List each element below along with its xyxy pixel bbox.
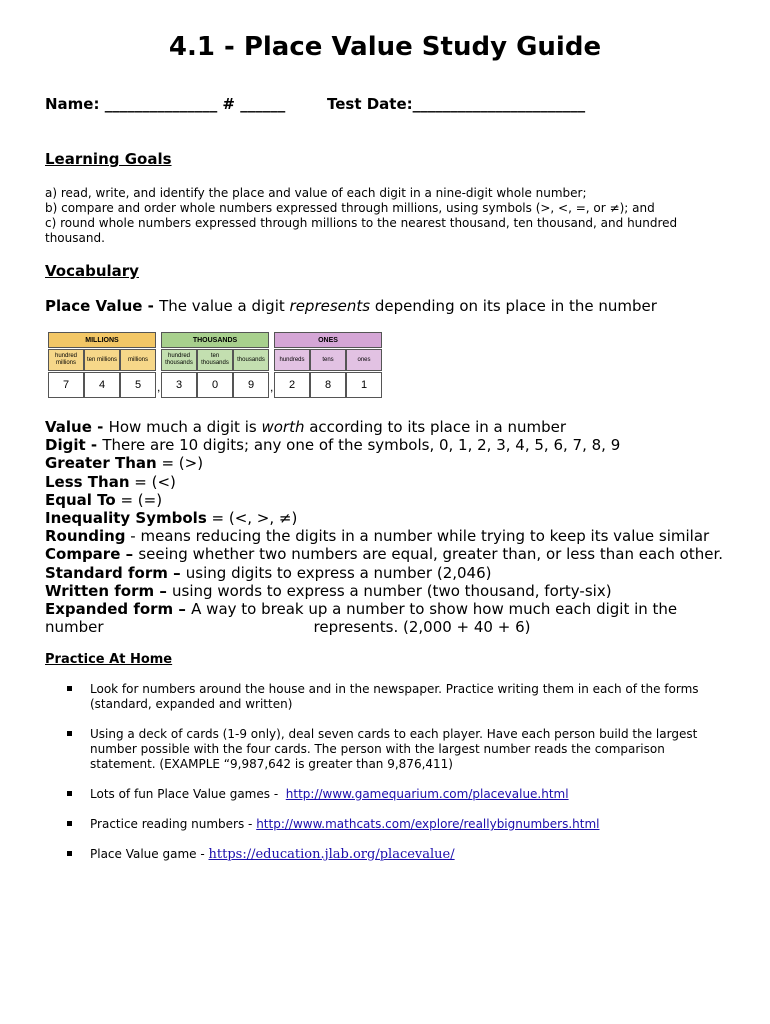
place-label: ten millions bbox=[84, 349, 120, 371]
group-separator: , bbox=[270, 380, 274, 394]
bullet-icon bbox=[67, 731, 72, 736]
practice-item: Place Value game - https://education.jlab.org/placevalue/ bbox=[67, 847, 707, 862]
place-digit: 8 bbox=[310, 372, 346, 398]
bullet-icon bbox=[67, 851, 72, 856]
place-digit: 5 bbox=[120, 372, 156, 398]
place-label: ten thousands bbox=[197, 349, 233, 371]
definition-standard-form: Standard form – using digits to express a number (2,046) bbox=[45, 563, 492, 582]
definition-equal-to: Equal To = (=) bbox=[45, 490, 163, 509]
definition-rounding: Rounding - means reducing the digits in a number while trying to keep its value similar bbox=[45, 527, 710, 546]
learning-goals-list bbox=[45, 186, 725, 246]
place-label: hundred thousands bbox=[161, 349, 197, 371]
practice-list bbox=[67, 682, 707, 877]
place-label: hundred millions bbox=[48, 349, 84, 371]
place-digit: 2 bbox=[274, 372, 310, 398]
page-title: 4.1 - Place Value Study Guide bbox=[168, 32, 602, 62]
definition-value: Value - How much a digit is worth according to its place in a number bbox=[45, 418, 567, 436]
definition-written-form: Written form – using words to express a number (two thousand, forty-six) bbox=[45, 581, 612, 600]
place-digit: 1 bbox=[346, 372, 382, 398]
place-digit: 7 bbox=[48, 372, 84, 398]
vocabulary-heading: Vocabulary bbox=[45, 262, 139, 280]
place-value-term: Place Value - bbox=[45, 297, 160, 315]
practice-item: Lots of fun Place Value games - http://www.gamequarium.com/placevalue.html bbox=[67, 787, 707, 802]
place-label: thousands bbox=[233, 349, 269, 371]
gamequarium-link[interactable]: http://www.gamequarium.com/placevalue.html bbox=[285, 787, 569, 801]
practice-item: Look for numbers around the house and in the newspaper. Practice writing them in each of the forms (standard, expanded and written) bbox=[67, 682, 707, 712]
place-digit: 9 bbox=[233, 372, 269, 398]
place-digit: 4 bbox=[84, 372, 120, 398]
place-value-chart bbox=[48, 332, 388, 400]
definition-greater-than: Greater Than = (>) bbox=[45, 454, 204, 473]
place-label: tens bbox=[310, 349, 346, 371]
place-label: hundreds bbox=[274, 349, 310, 371]
place-label: millions bbox=[120, 349, 156, 371]
learning-goals-heading: Learning Goals bbox=[45, 150, 172, 168]
practice-at-home-heading: Practice At Home bbox=[45, 652, 173, 667]
group-header-ones: ONES bbox=[274, 332, 382, 348]
bullet-icon bbox=[67, 821, 72, 826]
group-header-thousands: THOUSANDS bbox=[161, 332, 269, 348]
mathcats-link[interactable]: http://www.mathcats.com/explore/reallybignumbers.html bbox=[256, 817, 600, 831]
place-digit: 0 bbox=[197, 372, 233, 398]
practice-item: Using a deck of cards (1-9 only), deal seven cards to each player. Have each person build the largest number possible with the four cards. The person with the largest number reads the comparison statement. (EXAMPLE “9,987,642 is greater than 9,876,411) bbox=[67, 727, 707, 772]
definition-inequality-symbols: Inequality Symbols = (<, >, ≠) bbox=[45, 509, 298, 528]
place-digit: 3 bbox=[161, 372, 197, 398]
group-separator: , bbox=[157, 380, 161, 394]
definition-compare: Compare – seeing whether two numbers are equal, greater than, or less than each other. bbox=[45, 545, 724, 564]
bullet-icon bbox=[67, 686, 72, 691]
jlab-link[interactable]: https://education.jlab.org/placevalue/ bbox=[208, 847, 455, 862]
definition-expanded-form: Expanded form – A way to break up a number to show how much each digit in the number represents. (2,000 + 40 + 6) bbox=[45, 600, 678, 637]
practice-item: Practice reading numbers - http://www.mathcats.com/explore/reallybignumbers.html bbox=[67, 817, 707, 832]
bullet-icon bbox=[67, 791, 72, 796]
definition-digit: Digit - There are 10 digits; any one of the symbols, 0, 1, 2, 3, 4, 5, 6, 7, 8, 9 bbox=[45, 436, 621, 455]
goal-item: b) compare and order whole numbers expressed through millions, using symbols (>, <, =, or ≠); and bbox=[45, 201, 655, 215]
place-label: ones bbox=[346, 349, 382, 371]
place-value-definition: Place Value - The value a digit represents depending on its place in the number bbox=[45, 297, 657, 315]
group-header-millions: MILLIONS bbox=[48, 332, 156, 348]
goal-item: a) read, write, and identify the place and value of each digit in a nine-digit whole number; bbox=[45, 186, 587, 200]
goal-item: c) round whole numbers expressed through millions to the nearest thousand, ten thousand, and hundred thousand. bbox=[45, 216, 678, 245]
definitions-list bbox=[45, 418, 725, 636]
definition-less-than: Less Than = (<) bbox=[45, 472, 176, 491]
name-date-line: Name: _______________ # ______ Test Date:_______________________ bbox=[45, 95, 586, 113]
